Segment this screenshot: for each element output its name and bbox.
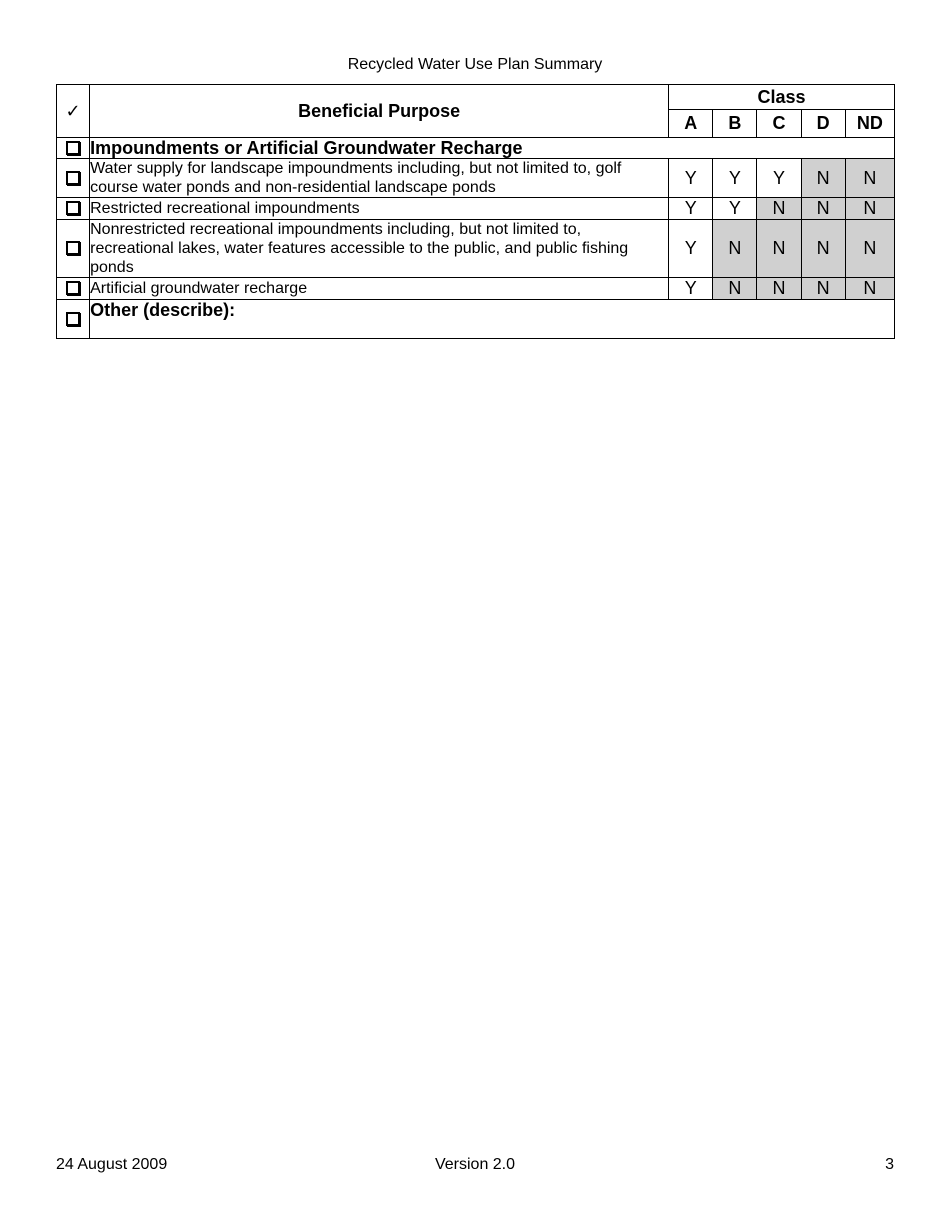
row-checkbox[interactable] [66, 241, 80, 255]
value-cell: N [845, 220, 894, 278]
value-cell: N [845, 159, 894, 198]
value-cell: N [801, 220, 845, 278]
value-cell: Y [669, 220, 713, 278]
section-checkbox[interactable] [66, 141, 80, 155]
footer-version: Version 2.0 [434, 1156, 516, 1173]
footer-date: 24 August 2009 [56, 1156, 168, 1173]
row-label: Restricted recreational impoundments [90, 198, 669, 220]
row-label: Artificial groundwater recharge [90, 278, 669, 300]
value-cell: N [757, 198, 801, 220]
value-cell: N [801, 159, 845, 198]
class-b-header: B [713, 110, 757, 138]
section-row [57, 138, 895, 159]
row-checkbox[interactable] [66, 201, 80, 215]
row-checkbox[interactable] [66, 171, 80, 185]
check-column-header: ✓ [57, 85, 90, 138]
row-checkbox[interactable] [66, 281, 80, 295]
value-cell: N [757, 278, 801, 300]
other-label: Other (describe): [90, 300, 895, 339]
value-cell: N [801, 278, 845, 300]
section-title: Impoundments or Artificial Groundwater Recharge [90, 138, 895, 159]
value-cell: Y [669, 198, 713, 220]
page-title: Recycled Water Use Plan Summary [347, 56, 603, 73]
other-row [57, 300, 895, 339]
row-label: Nonrestricted recreational impoundments including, but not limited to, recreational lakes, water features accessible to the public, and public fishing ponds [90, 220, 669, 278]
table-row [57, 198, 895, 220]
value-cell: N [713, 278, 757, 300]
value-cell: N [845, 198, 894, 220]
purpose-column-header: Beneficial Purpose [90, 85, 669, 138]
table-row [57, 159, 895, 198]
class-a-header: A [669, 110, 713, 138]
value-cell: Y [669, 159, 713, 198]
class-column-header: Class [669, 85, 895, 110]
table-row [57, 278, 895, 300]
value-cell: Y [713, 159, 757, 198]
class-nd-header: ND [845, 110, 894, 138]
other-checkbox[interactable] [66, 312, 80, 326]
value-cell: N [845, 278, 894, 300]
class-d-header: D [801, 110, 845, 138]
value-cell: Y [713, 198, 757, 220]
value-cell: Y [669, 278, 713, 300]
table-row [57, 220, 895, 278]
value-cell: Y [757, 159, 801, 198]
row-label: Water supply for landscape impoundments including, but not limited to, golf course water ponds and non-residential landscape ponds [90, 159, 669, 198]
value-cell: N [801, 198, 845, 220]
class-c-header: C [757, 110, 801, 138]
value-cell: N [713, 220, 757, 278]
page-number: 3 [885, 1156, 894, 1173]
value-cell: N [757, 220, 801, 278]
beneficial-purpose-table [56, 84, 895, 339]
